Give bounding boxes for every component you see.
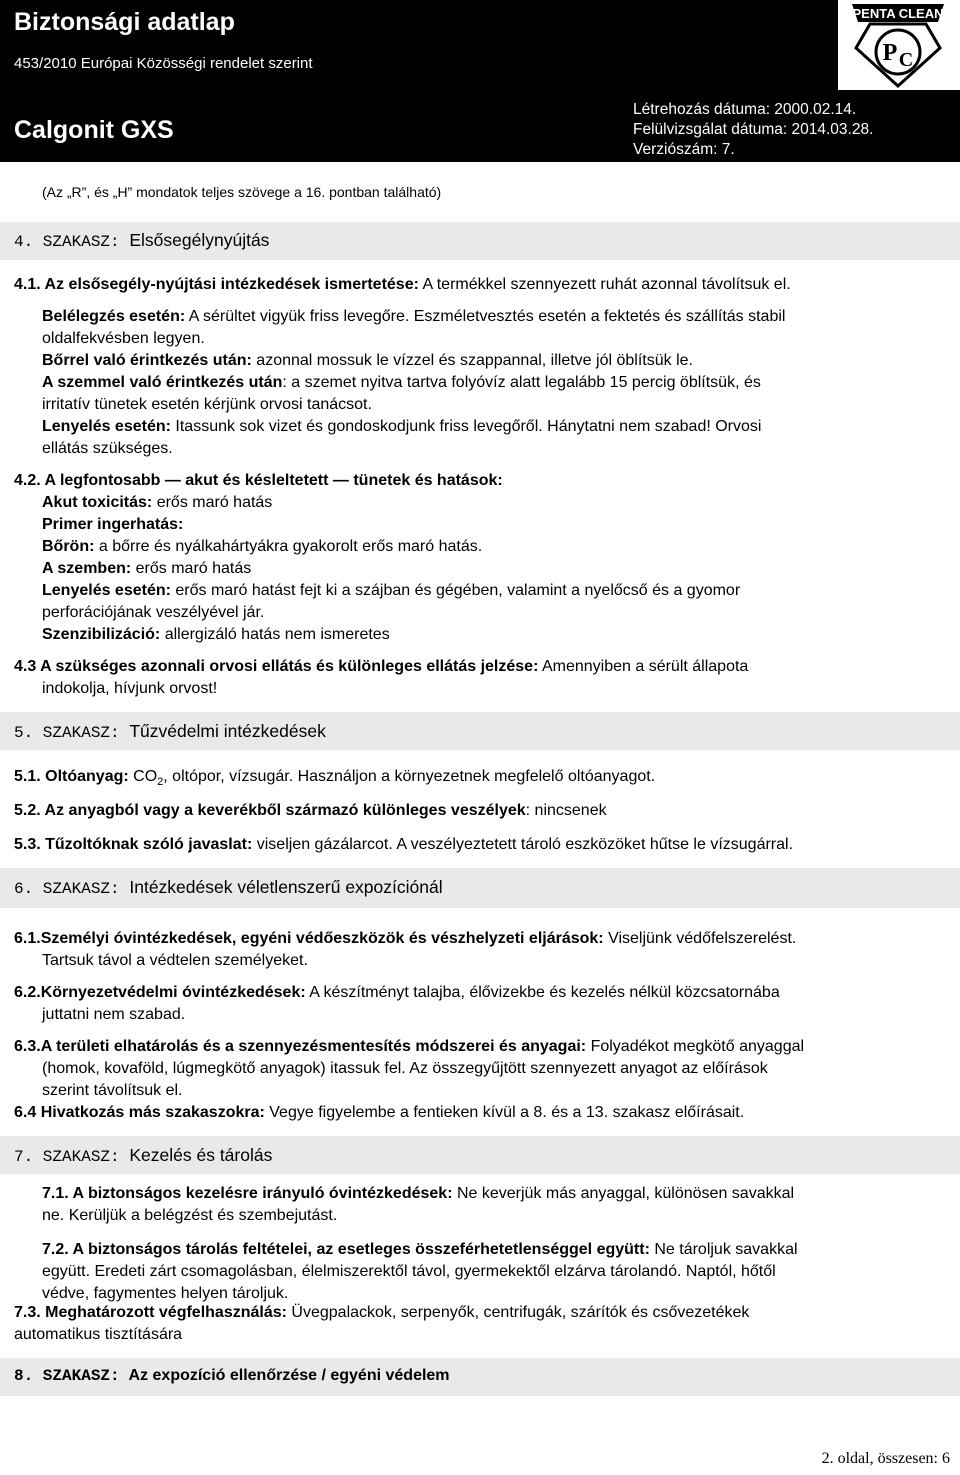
- text-line: védve, fagymentes helyen tároljuk.: [42, 1285, 289, 1302]
- text-line: szerint távolítsuk el.: [42, 1082, 183, 1099]
- text-line: 7.2. A biztonságos tárolás feltételei, az esetleges összeférhetetlenséggel együtt: Ne tároljuk savakkal: [42, 1241, 798, 1258]
- text-line: 6.4 Hivatkozás más szakaszokra: Vegye figyelembe a fentieken kívül a 8. és a 13. szakasz előírásait.: [14, 1104, 745, 1121]
- svg-text:PENTA CLEAN: PENTA CLEAN: [852, 6, 944, 21]
- text-line: indokolja, hívjunk orvost!: [42, 680, 218, 697]
- section-5-title: 5. SZAKASZ: Tűzvédelmi intézkedések: [14, 721, 326, 742]
- text-line: irritatív tünetek esetén kérjünk orvosi tanácsot.: [42, 396, 372, 413]
- section-7-title: 7. SZAKASZ: Kezelés és tárolás: [14, 1145, 273, 1166]
- text-line: A szemmel való érintkezés után: a szemet nyitva tartva folyóvíz alatt legalább 15 percig öblítsük, és: [42, 374, 761, 391]
- text-line: 6.1.Személyi óvintézkedések, egyéni védőeszközök és vészhelyzeti eljárások: Viseljünk védőfelszerelést.: [14, 930, 797, 947]
- text-line: Lenyelés esetén: Itassunk sok vizet és gondoskodjunk friss levegőről. Hánytatni nem szabad! Orvosi: [42, 418, 762, 435]
- text-line: automatikus tisztítására: [14, 1326, 183, 1343]
- text-line: ne. Kerüljük a belégzést és szembejutást.: [42, 1207, 338, 1224]
- text-line: 6.2.Környezetvédelmi óvintézkedések: A készítményt talajba, élővizekbe és kezelés nélkül közcsatornába: [14, 984, 780, 1001]
- regulation-text: 453/2010 Európai Közösségi rendelet szerint: [14, 55, 313, 72]
- text-line: 6.3.A területi elhatárolás és a szennyezésmentesítés módszerei és anyagai: Folyadékot megkötő anyaggal: [14, 1038, 805, 1055]
- text-line: 4.2. A legfontosabb — akut és késleltetett — tünetek és hatások:: [14, 472, 503, 489]
- document-meta: [633, 100, 873, 160]
- text-line: juttatni nem szabad.: [42, 1006, 186, 1023]
- text-line: perforációjának veszélyével jár.: [42, 604, 265, 621]
- version-number: Verziószám: 7.: [633, 141, 735, 158]
- text-line: 5.1. Oltóanyag: $CO_2$, oltópor, vízsugár. Használjon a környezetnek megfelelő oltóanyagot.: [14, 768, 656, 789]
- text-line: együtt. Eredeti zárt csomagolásban, élelmiszerektől távol, gyermekektől elzárva tárolandó. Naptól, hőtől: [42, 1263, 776, 1280]
- section-6-title: 6. SZAKASZ: Intézkedések véletlenszerű expozíciónál: [14, 877, 443, 898]
- text-line: 7.1. A biztonságos kezelésre irányuló óvintézkedések: Ne keverjük más anyaggal, különösen savakkal: [42, 1185, 795, 1202]
- text-line: Belélegzés esetén: A sérültet vigyük friss levegőre. Eszméletvesztés esetén a fektetés és szállítás stabil: [42, 308, 786, 325]
- document-header: [0, 0, 960, 170]
- text-line: Tartsuk távol a védtelen személyeket.: [42, 952, 308, 969]
- text-line: ellátás szükséges.: [42, 440, 173, 457]
- section-4-title: 4. SZAKASZ: Elsősegélynyújtás: [14, 230, 270, 251]
- text-line: 5.2. Az anyagból vagy a keverékből származó különleges veszélyek: nincsenek: [14, 802, 607, 819]
- text-line: Primer ingerhatás:: [42, 516, 184, 533]
- text-line: Akut toxicitás: erős maró hatás: [42, 494, 273, 511]
- text-line: Szenzibilizáció: allergizáló hatás nem ismeretes: [42, 626, 390, 643]
- penta-clean-logo: [840, 0, 956, 88]
- text-line: Lenyelés esetén: erős maró hatást fejt ki a szájban és gégében, valamint a nyelőcső és a gyomor: [42, 582, 741, 599]
- text-line: 4.1. Az elsősegély-nyújtási intézkedések ismertetése: A termékkel szennyezett ruhát azonnal távolítsuk el.: [14, 276, 791, 293]
- text-line: oldalfekvésben legyen.: [42, 330, 205, 347]
- product-name: Calgonit GXS: [14, 116, 174, 144]
- section-8-title: 8. SZAKASZ: Az expozíció ellenőrzése / egyéni védelem: [14, 1367, 450, 1385]
- text-line: Bőrön: a bőrre és nyálkahártyákra gyakorolt erős maró hatás.: [42, 538, 483, 555]
- page-number: 2. oldal, összesen: 6: [821, 1450, 950, 1467]
- created-date: Létrehozás dátuma: 2000.02.14.: [633, 101, 857, 118]
- revised-date: Felülvizsgálat dátuma: 2014.03.28.: [633, 121, 874, 138]
- text-line: 5.3. Tűzoltóknak szóló javaslat: viseljen gázálarcot. A veszélyeztetett tároló eszközöket hűtse le vízsugárral.: [14, 836, 794, 853]
- phrases-note: (Az „R”, és „H” mondatok teljes szövege a 16. pontban található): [42, 184, 442, 200]
- svg-text:C: C: [898, 49, 914, 71]
- text-line: 7.3. Meghatározott végfelhasználás: Üvegpalackok, serpenyők, centrifugák, szárítók és csővezetékek: [14, 1304, 750, 1321]
- text-line: (homok, kovaföld, lúgmegkötő anyagok) itassuk fel. Az összegyűjtött szennyezett anyagot az előírások: [42, 1060, 768, 1077]
- svg-text:P: P: [882, 40, 898, 66]
- text-line: Bőrrel való érintkezés után: azonnal mossuk le vízzel és szappannal, illetve jól öblítsük le.: [42, 352, 693, 369]
- text-line: A szemben: erős maró hatás: [42, 560, 252, 577]
- text-line: 4.3 A szükséges azonnali orvosi ellátás és különleges ellátás jelzése: Amennyiben a sérült állapota: [14, 658, 749, 675]
- document-title: Biztonsági adatlap: [14, 8, 235, 36]
